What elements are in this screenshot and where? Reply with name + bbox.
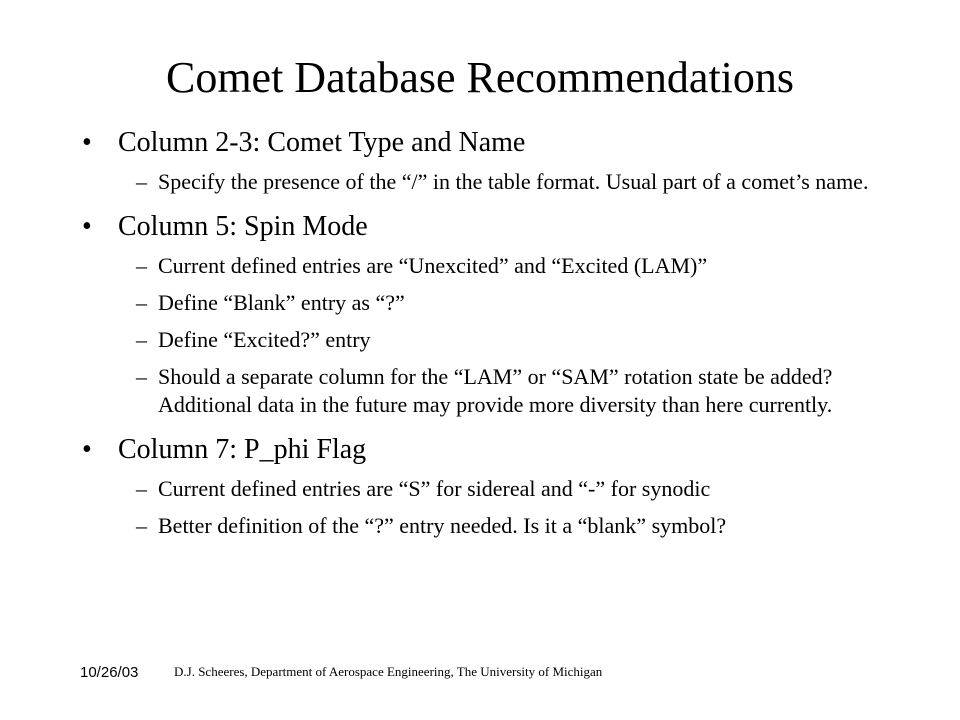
sub-bullet-text: Current defined entries are “Unexcited” and “Excited (LAM)” bbox=[158, 253, 708, 278]
footer-date: 10/26/03 bbox=[80, 664, 139, 681]
sub-list-column-2-3 bbox=[78, 168, 888, 196]
sub-bullet-text: Define “Excited?” entry bbox=[158, 327, 371, 352]
dash-marker: – bbox=[136, 253, 147, 278]
slide-title: Comet Database Recommendations bbox=[165, 53, 795, 102]
sub-bullet bbox=[78, 289, 888, 317]
bullet-column-2-3: • Column 2-3: Comet Type and Name bbox=[78, 126, 888, 160]
sub-bullet bbox=[78, 512, 888, 540]
sub-bullet-text: Current defined entries are “S” for sidereal and “-” for synodic bbox=[158, 476, 711, 501]
dash-marker: – bbox=[136, 476, 147, 501]
bullet-column-7: • Column 7: P_phi Flag bbox=[78, 433, 888, 467]
sub-list-column-7 bbox=[78, 475, 888, 540]
sub-bullet bbox=[78, 168, 888, 196]
sub-bullet bbox=[78, 363, 888, 419]
slide-content bbox=[78, 126, 888, 554]
sub-bullet bbox=[78, 475, 888, 503]
dash-marker: – bbox=[136, 327, 147, 352]
dash-marker: – bbox=[136, 169, 147, 194]
sub-bullet bbox=[78, 252, 888, 280]
sub-bullet bbox=[78, 326, 888, 354]
sub-list-column-5 bbox=[78, 252, 888, 419]
sub-bullet-text: Should a separate column for the “LAM” or “SAM” rotation state be added? Additional data in the future may provide more diversity than here currently. bbox=[158, 364, 833, 417]
sub-bullet-text: Better definition of the “?” entry needed. Is it a “blank” symbol? bbox=[158, 513, 727, 538]
footer-credit: D.J. Scheeres, Department of Aerospace Engineering, The University of Michigan bbox=[174, 664, 603, 679]
sub-bullet-text: Specify the presence of the “/” in the table format. Usual part of a comet’s name. bbox=[158, 169, 869, 194]
dash-marker: – bbox=[136, 513, 147, 538]
dash-marker: – bbox=[136, 364, 147, 389]
bullet-column-5: • Column 5: Spin Mode bbox=[78, 210, 888, 244]
sub-bullet-text: Define “Blank” entry as “?” bbox=[158, 290, 405, 315]
dash-marker: – bbox=[136, 290, 147, 315]
